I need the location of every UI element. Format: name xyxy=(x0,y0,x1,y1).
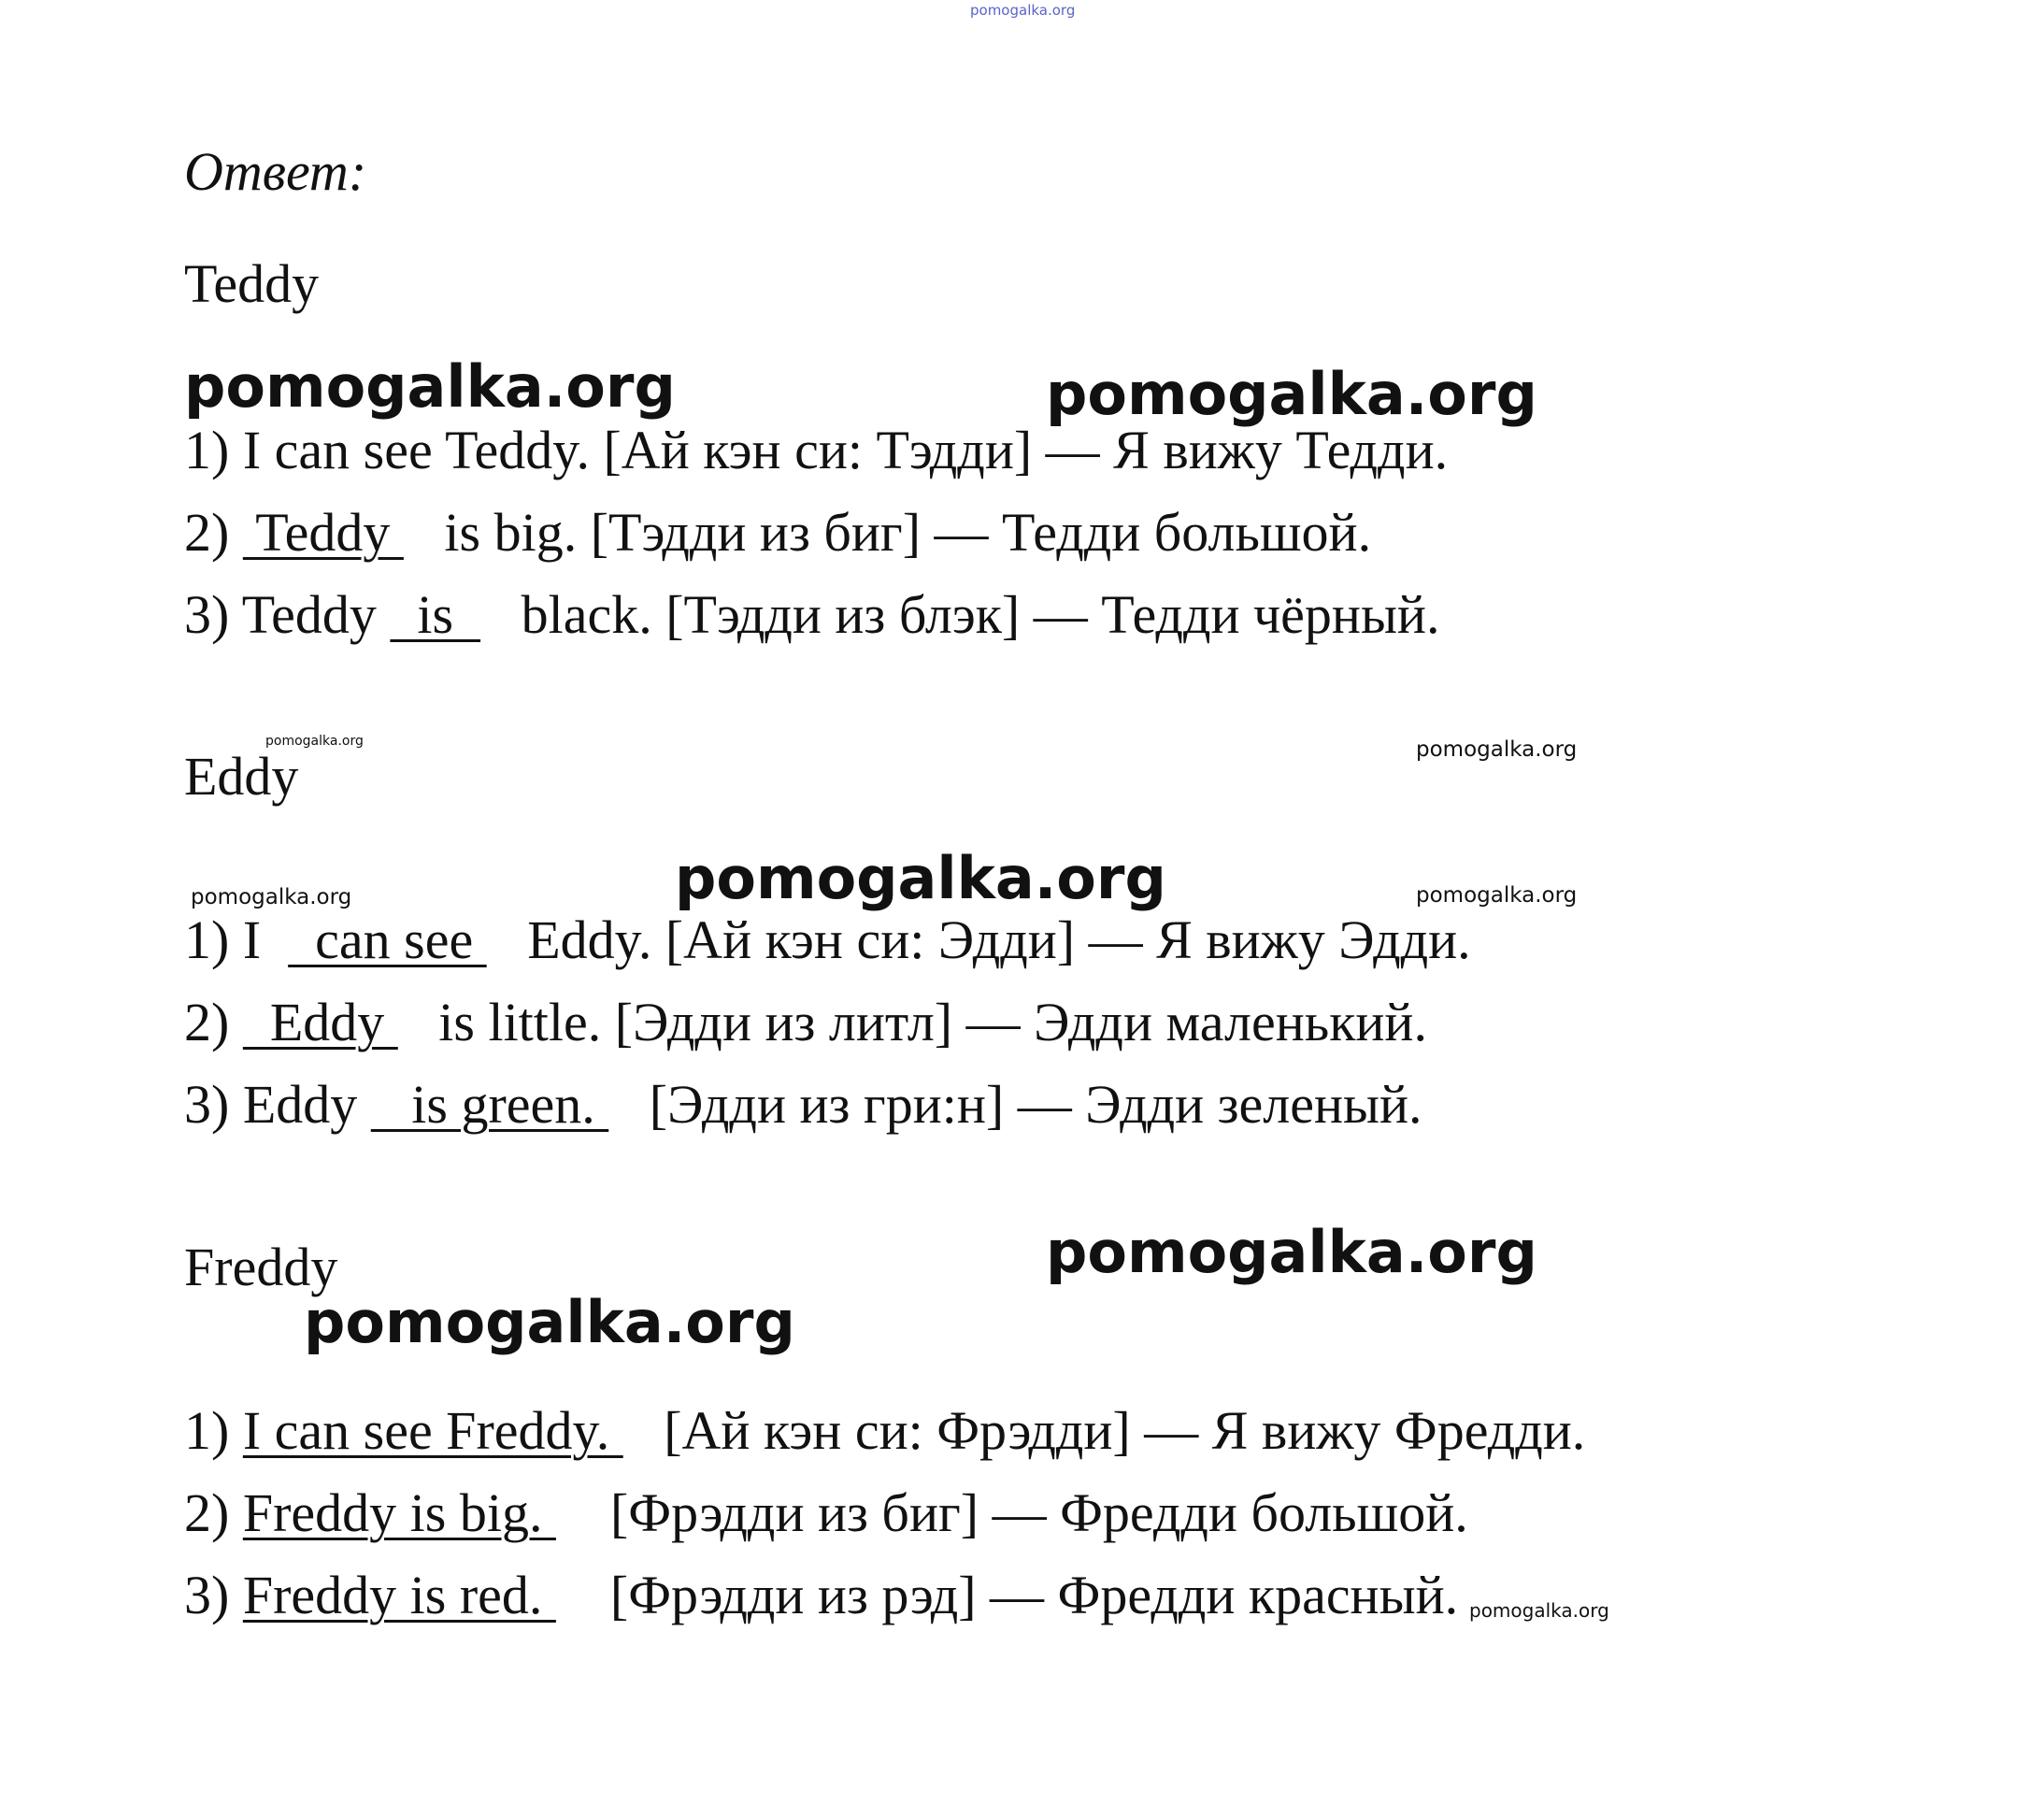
sentence-text: [Фрэдди из биг] — Фредди большой. xyxy=(555,1482,1468,1543)
answer-blank: Freddy is red. xyxy=(242,1565,556,1625)
sentence-line xyxy=(184,420,1449,480)
section-heading-teddy: Teddy xyxy=(184,253,320,314)
sentence-line xyxy=(184,1400,1586,1461)
item-number: 1) xyxy=(184,420,230,480)
answer-blank: is green. xyxy=(370,1074,609,1135)
item-number: 3) xyxy=(184,1074,230,1135)
sentence-text: [Фрэдди из рэд] — Фредди красный. xyxy=(555,1565,1459,1625)
sentence-text: Eddy xyxy=(229,1074,371,1135)
item-number: 3) xyxy=(184,1565,230,1625)
sentence-line xyxy=(184,1482,1468,1543)
answer-blank: Eddy xyxy=(242,992,398,1052)
section-heading-freddy: Freddy xyxy=(184,1237,338,1297)
sentence-text: Teddy xyxy=(229,584,391,645)
sentence-line xyxy=(184,992,1427,1052)
sentence-text: [Ай кэн си: Фрэдди] — Я вижу Фредди. xyxy=(622,1400,1586,1461)
answer-blank: Teddy xyxy=(242,502,404,563)
item-number: 3) xyxy=(184,584,230,645)
watermark-small: pomogalka.org xyxy=(1416,737,1578,762)
sentence-text xyxy=(229,992,243,1052)
watermark-large: pomogalka.org xyxy=(1046,360,1537,428)
watermark-top: pomogalka.org xyxy=(970,2,1076,19)
watermark-small: pomogalka.org xyxy=(1416,883,1578,908)
answer-blank: Freddy is big. xyxy=(242,1482,556,1543)
sentence-text: black. [Тэдди из блэк] — Тедди чёрный. xyxy=(480,584,1440,645)
sentence-text: I can see Teddy. [Ай кэн си: Тэдди] — Я вижу Тедди. xyxy=(229,420,1449,480)
item-number: 1) xyxy=(184,909,230,970)
sentence-text: [Эдди из гри:н] — Эдди зеленый. xyxy=(608,1074,1422,1135)
sentence-line xyxy=(184,584,1440,645)
sentence-line xyxy=(184,909,1471,970)
item-number: 2) xyxy=(184,502,230,563)
sentence-text xyxy=(229,502,243,563)
page-title: Ответ: xyxy=(184,141,367,202)
sentence-text xyxy=(229,1400,243,1461)
answer-blank: is xyxy=(390,584,481,645)
watermark-large: pomogalka.org xyxy=(1046,1218,1537,1286)
sentence-text xyxy=(229,1482,243,1543)
watermark-large: pomogalka.org xyxy=(184,352,676,421)
sentence-text: is little. [Эдди из литл] — Эдди маленький. xyxy=(397,992,1427,1052)
sentence-line xyxy=(184,1565,1459,1625)
answer-blank: I can see Freddy. xyxy=(242,1400,623,1461)
sentence-line xyxy=(184,1074,1422,1135)
watermark-large: pomogalka.org xyxy=(304,1288,795,1356)
sentence-text: I xyxy=(229,909,289,970)
item-number: 2) xyxy=(184,1482,230,1543)
sentence-line xyxy=(184,502,1372,563)
sentence-text: is big. [Тэдди из биг] — Тедди большой. xyxy=(403,502,1372,563)
watermark-small: pomogalka.org xyxy=(191,885,352,909)
sentence-text xyxy=(229,1565,243,1625)
item-number: 2) xyxy=(184,992,230,1052)
answer-blank: can see xyxy=(288,909,487,970)
item-number: 1) xyxy=(184,1400,230,1461)
section-heading-eddy: Eddy xyxy=(184,746,299,807)
sentence-text: Eddy. [Ай кэн си: Эдди] — Я вижу Эдди. xyxy=(486,909,1471,970)
watermark-large: pomogalka.org xyxy=(675,844,1166,912)
watermark-small: pomogalka.org xyxy=(1469,1599,1609,1622)
watermark-small: pomogalka.org xyxy=(265,734,364,749)
